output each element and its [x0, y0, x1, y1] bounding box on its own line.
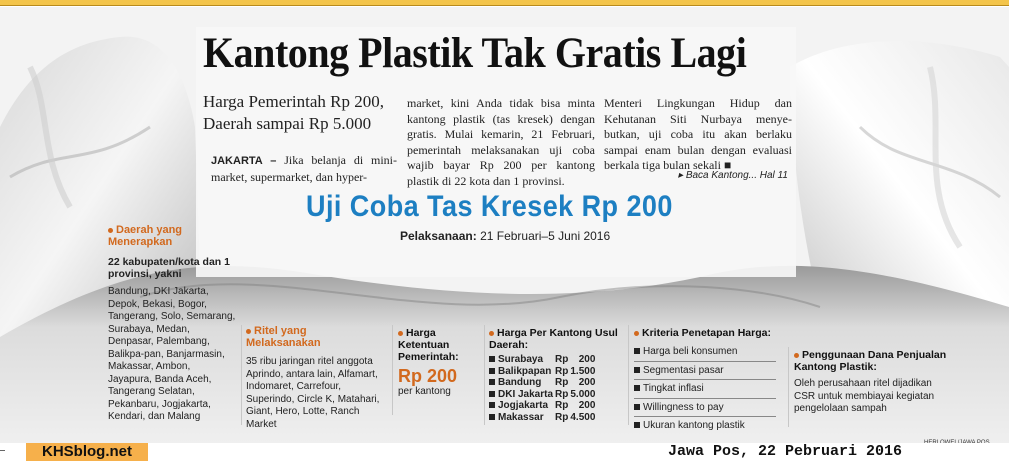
retailers-list: 35 ribu jaringan ritel anggota Aprindo, antara lain, Alfamart, Indomaret, Carrefour, Superindo, Circle K, Matahari, Giant, Hero, Lotte, Ranch Market: [246, 356, 380, 430]
square-bullet-icon: [489, 356, 495, 362]
divider: [241, 325, 242, 425]
play-arrow-icon: ▸: [678, 170, 684, 181]
regions-list: Bandung, DKI Jakarta, Depok, Bekasi, Bogor, Tangerang, Solo, Semarang, Surabaya, Medan, Denpasar, Palembang, Balikpa-pan, Banjarmasin, Makassar, Ambon, Jayapura, Banda Aceh, Tangerang Selatan, Pekanbaru, Jogjakarta, Kendari, dan Malang: [108, 286, 236, 422]
article-column-2: market, kini Anda tidak bisa minta kantong plastik (tas kresek) dengan gratis. Mulai kemarin, 21 Februari, pemerintah melaksanakan uji coba wajib bayar Rp 200 per kantong plastik di 22 kota dan 1 provinsi.: [407, 96, 595, 188]
divider: [0, 450, 5, 451]
dateline: JAKARTA –: [211, 155, 277, 167]
square-bullet-icon: [489, 402, 495, 408]
list-item: Willingness to pay: [634, 399, 776, 418]
column-1-text: Jika belanja di mini-market, supermarket, dan hyper-: [211, 153, 397, 184]
square-bullet-icon: [634, 385, 640, 391]
headline: Kantong Plastik Tak Gratis Lagi: [203, 30, 747, 77]
table-row: Balikpapan Rp 1.500: [489, 366, 597, 378]
regional-prices-section: [489, 327, 619, 423]
bullet-dot-icon: [489, 331, 494, 336]
divider: [628, 325, 629, 425]
bullet-dot-icon: [794, 353, 799, 358]
square-bullet-icon: [634, 367, 640, 373]
government-price-heading: Harga Ketentuan Pemerintah:: [398, 327, 459, 363]
government-price-section: [398, 327, 476, 399]
government-price-unit: per kantong: [398, 386, 451, 397]
top-accent-bar: [0, 0, 1009, 6]
table-row: Makassar Rp 4.500: [489, 412, 597, 424]
criteria-list: [634, 343, 776, 435]
infographic-title: Uji Coba Tas Kresek Rp 200: [306, 190, 673, 223]
period-label: Pelaksanaan:: [400, 229, 477, 243]
bullet-dot-icon: [634, 331, 639, 336]
article-column-1: [211, 153, 397, 185]
divider: [788, 347, 789, 427]
read-more-page: Hal 11: [759, 170, 788, 181]
regions-heading: Daerah yang Menerapkan: [108, 224, 183, 248]
square-bullet-icon: [634, 404, 640, 410]
period-value: 21 Februari–5 Juni 2016: [480, 229, 611, 243]
usage-heading: Penggunaan Dana Penjualan Kantong Plastik:: [794, 349, 947, 373]
retailers-section: [246, 325, 380, 431]
read-more-link[interactable]: [678, 170, 788, 181]
criteria-heading: Kriteria Penetapan Harga:: [634, 327, 776, 339]
square-bullet-icon: [489, 414, 495, 420]
bullet-dot-icon: [246, 329, 251, 334]
list-item: Tingkat inflasi: [634, 380, 776, 399]
list-item: Segmentasi pasar: [634, 362, 776, 381]
retailers-heading: Ritel yang Melaksanakan: [246, 325, 321, 349]
list-item: Ukuran kantong plastik: [634, 417, 776, 435]
square-bullet-icon: [489, 379, 495, 385]
square-bullet-icon: [634, 422, 640, 428]
regions-section: [108, 224, 236, 424]
square-bullet-icon: [489, 368, 495, 374]
square-bullet-icon: [634, 348, 640, 354]
usage-body: Oleh perusahaan ritel dijadikan CSR untuk membiayai kegiatan pengelolaan sampah: [794, 378, 935, 414]
table-row: Bandung Rp 200: [489, 377, 597, 389]
regions-lead: 22 kabupaten/kota dan 1 provinsi, yakni: [108, 256, 230, 280]
site-tag[interactable]: KHSblog.net: [26, 443, 148, 461]
bullet-dot-icon: [398, 331, 403, 336]
square-bullet-icon: [489, 391, 495, 397]
list-item: Harga beli konsumen: [634, 343, 776, 362]
divider: [484, 325, 485, 425]
period: [400, 229, 610, 243]
table-row: Surabaya Rp 200: [489, 354, 597, 366]
table-row: Jogjakarta Rp 200: [489, 400, 597, 412]
subheadline: Harga Pemerintah Rp 200, Daerah sampai Rp 5.000: [203, 92, 384, 133]
government-price-value: Rp 200: [398, 366, 458, 386]
article-column-3: Menteri Lingkungan Hidup dan Kehutanan Siti Nurbaya menye-butkan, uji coba itu akan berlaku sampai enam bulan dengan evaluasi berkala tiga bulan sekali ■: [604, 96, 792, 172]
usage-section: [794, 349, 954, 416]
bullet-dot-icon: [108, 228, 113, 233]
regional-prices-table: [489, 354, 597, 423]
regional-prices-heading: Harga Per Kantong Usul Daerah:: [489, 327, 618, 351]
photo-credit: HERI OWEL/JAWA POS: [924, 440, 990, 443]
read-more-prefix: Baca Kantong...: [685, 170, 757, 181]
criteria-section: [634, 327, 776, 435]
source-caption: Jawa Pos, 22 Pebruari 2016: [668, 443, 903, 460]
table-row: DKI Jakarta Rp 5.000: [489, 389, 597, 401]
divider: [392, 325, 393, 415]
newspaper-clipping: [0, 7, 1009, 443]
